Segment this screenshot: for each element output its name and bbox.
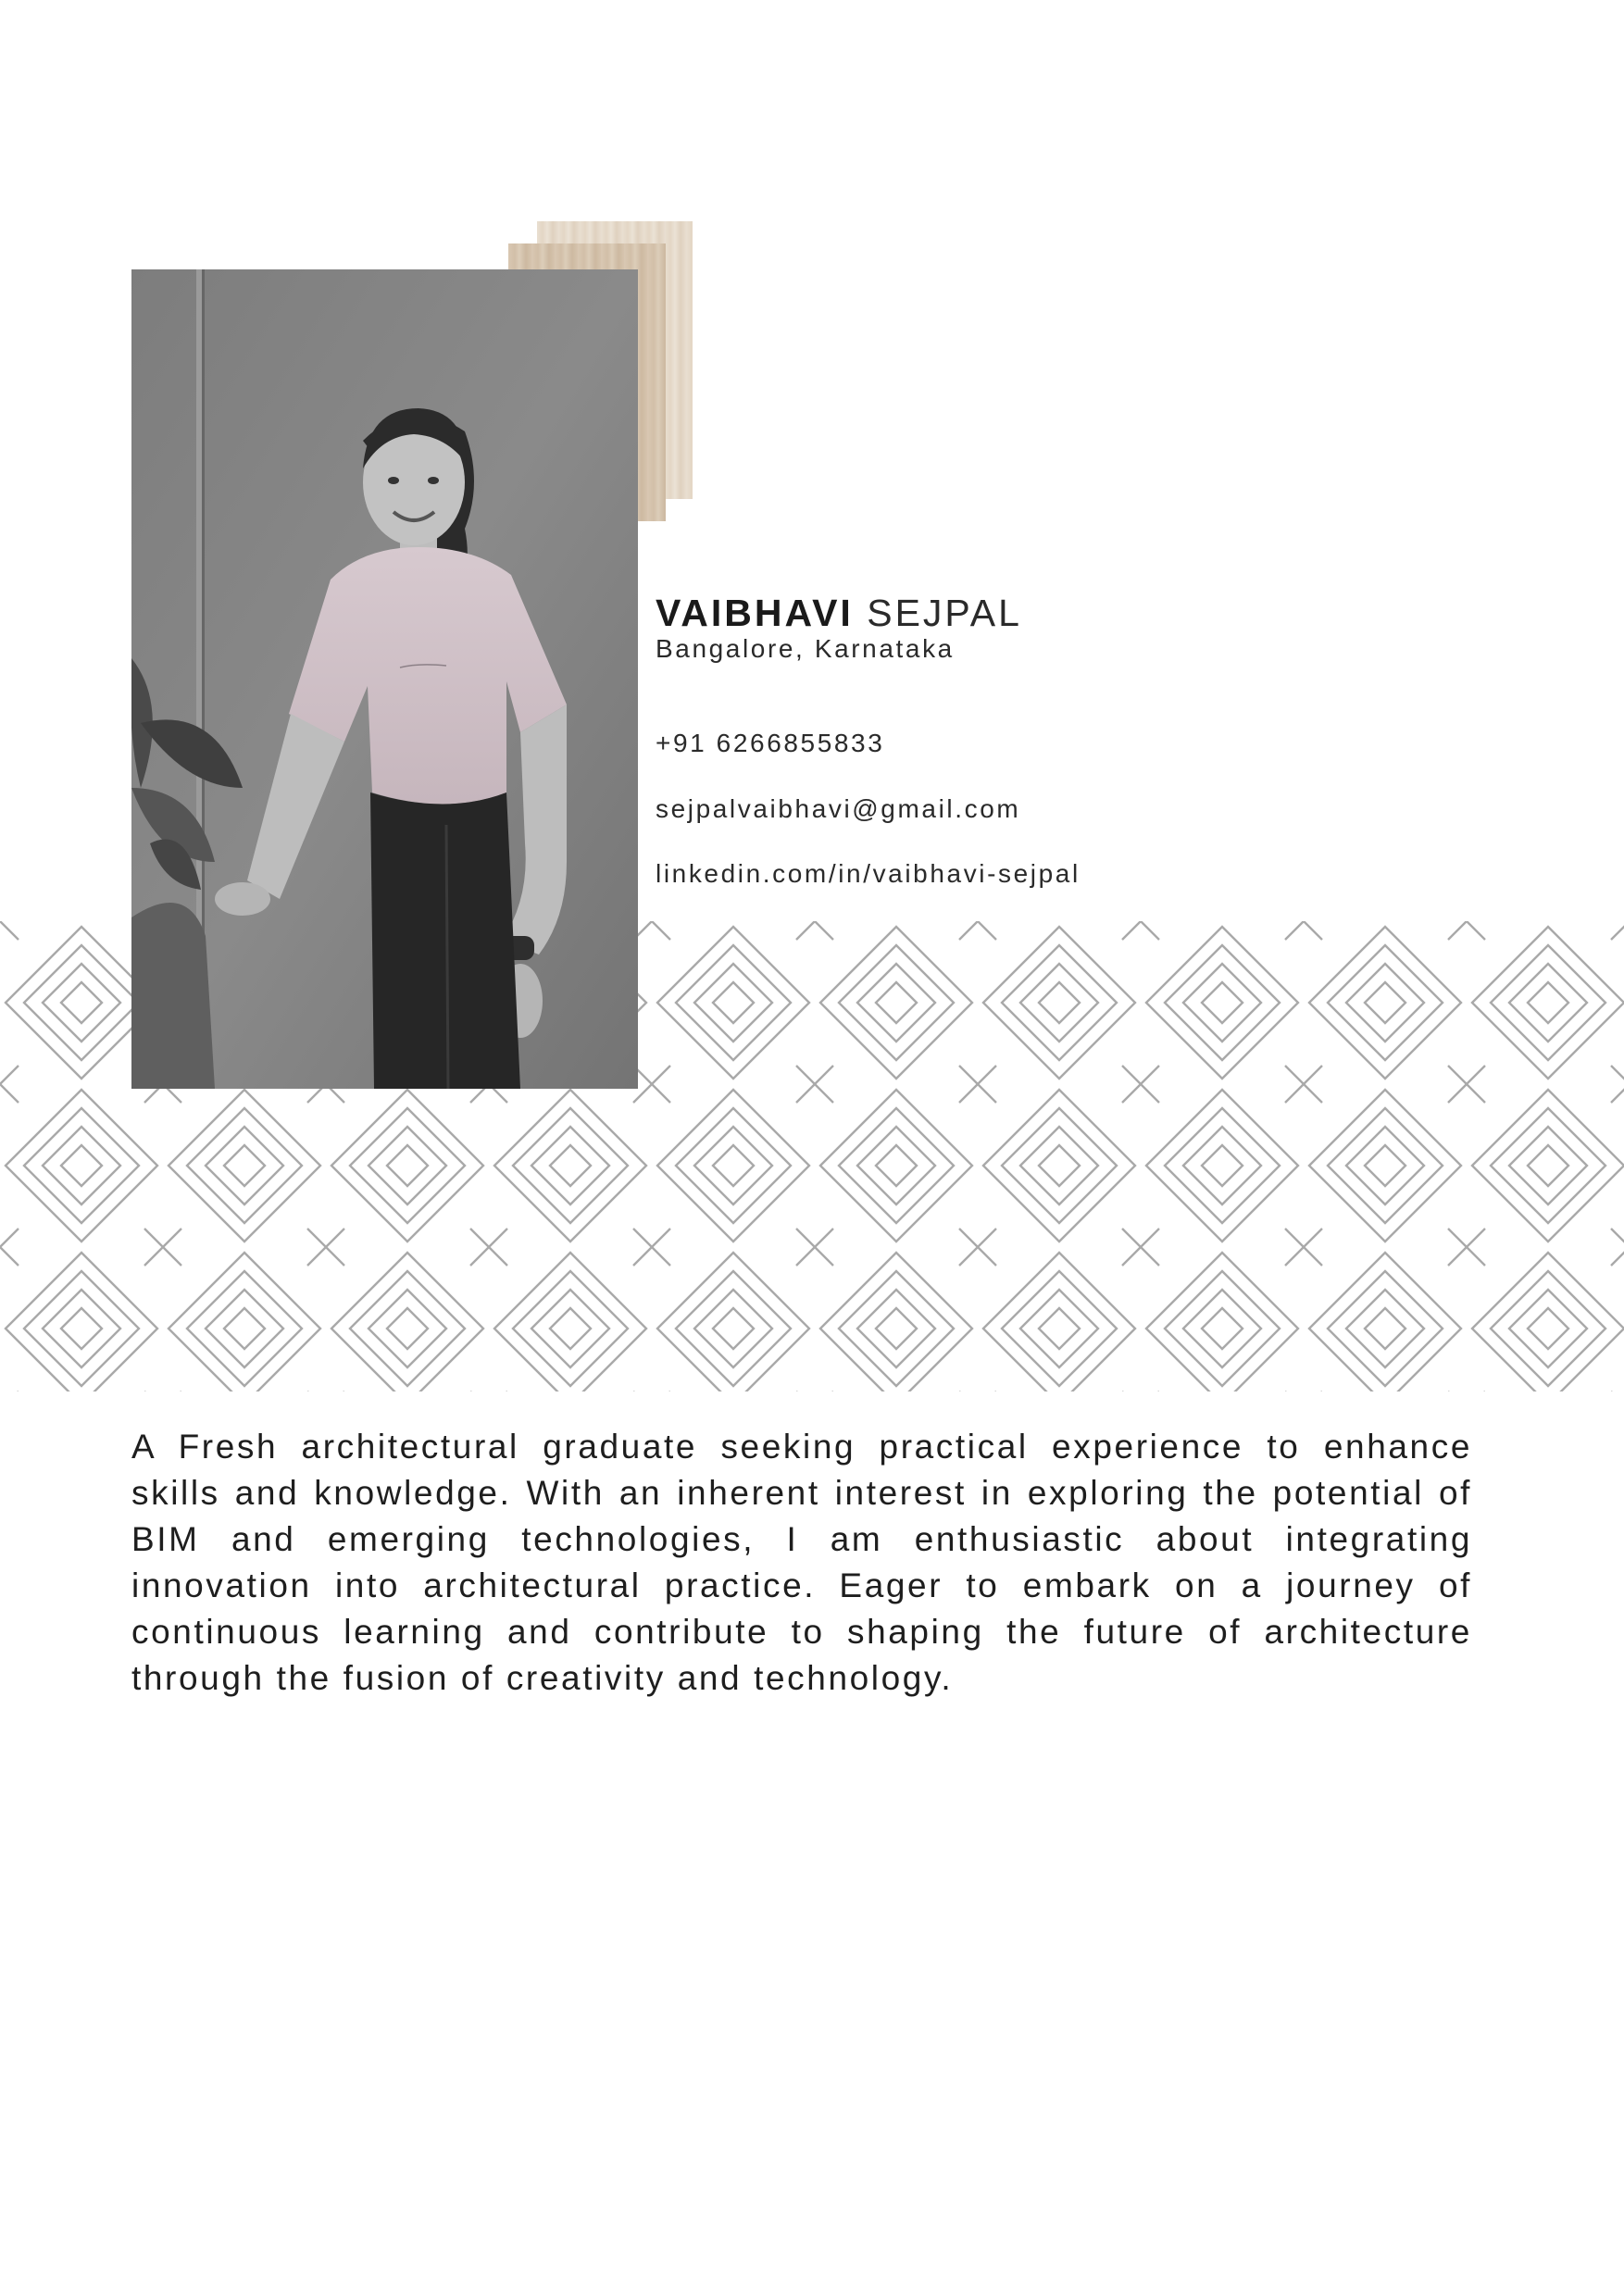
linkedin-link[interactable]: linkedin.com/in/vaibhavi-sejpal: [656, 859, 1081, 888]
summary-paragraph: A Fresh architectural graduate seeking practical experience to enhance skills and knowledge. With an inherent interest in exploring the potential of BIM and emerging technologies, I am enthusiastic about integrating innovation into architectural practice. Eager to embark on a journey of continuous learning and contribute to shaping the future of architecture through the fusion of creativity and technology.: [131, 1428, 1472, 1697]
portrait-photo: [131, 269, 638, 1089]
last-name: SEJPAL: [867, 592, 1022, 634]
location-text: Bangalore, Karnataka: [656, 634, 955, 663]
phone-number[interactable]: +91 6266855833: [656, 729, 885, 757]
full-name: [656, 591, 1022, 635]
email-address[interactable]: sejpalvaibhavi@gmail.com: [656, 794, 1021, 823]
first-name: VAIBHAVI: [656, 592, 854, 634]
